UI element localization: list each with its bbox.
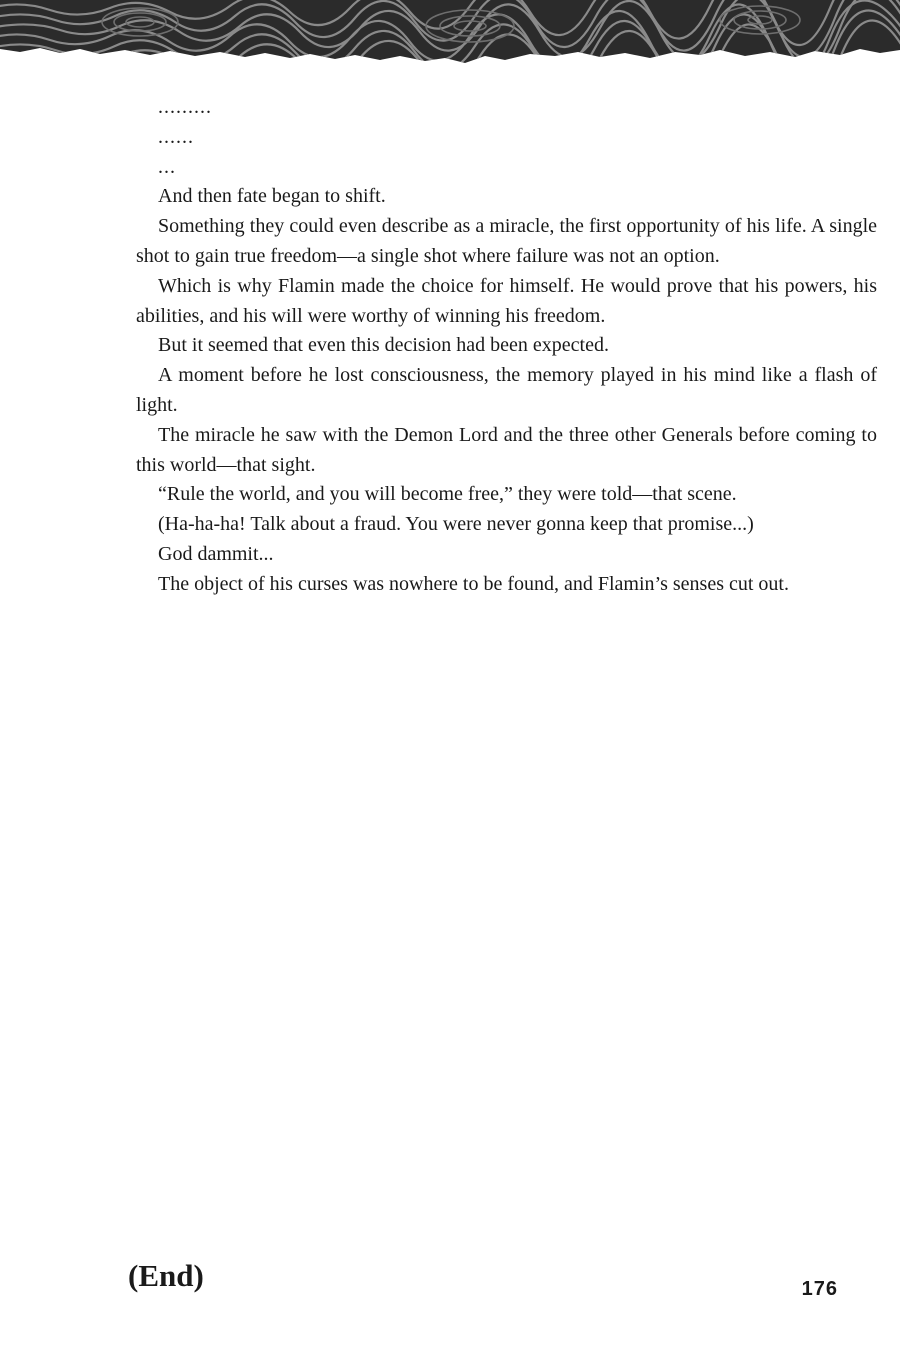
- paragraph: And then fate began to shift.: [158, 185, 386, 208]
- paragraph: The object of his curses was nowhere to be found, and Flamin’s senses cut out.: [158, 572, 789, 595]
- ellipsis-line: ......: [158, 125, 194, 148]
- paragraph: “Rule the world, and you will become free,” they were told—that scene.: [158, 483, 737, 506]
- paragraph: Something they could even describe as a miracle, the first opportunity of his life. A single shot to gain true freedom—a single shot where failure was not an option.: [136, 215, 877, 267]
- paragraph: God dammit...: [158, 542, 274, 565]
- chapter-body: [136, 93, 877, 600]
- ellipsis-line: ...: [158, 155, 176, 178]
- paragraph: Which is why Flamin made the choice for himself. He would prove that his powers, his abilities, and his will were worthy of winning his freedom.: [136, 274, 877, 327]
- paragraph: (Ha-ha-ha! Talk about a fraud. You were never gonna keep that promise...): [158, 513, 754, 536]
- paragraph: The miracle he saw with the Demon Lord and the three other Generals before coming to this world—that sight.: [136, 423, 877, 476]
- paragraph: But it seemed that even this decision had been expected.: [158, 334, 609, 357]
- torn-paper-header: [0, 0, 900, 75]
- end-mark: (End): [128, 1258, 204, 1293]
- paragraph: A moment before he lost consciousness, the memory played in his mind like a flash of light.: [136, 364, 877, 416]
- page-number: 176: [801, 1278, 838, 1300]
- ellipsis-line: .........: [158, 96, 212, 118]
